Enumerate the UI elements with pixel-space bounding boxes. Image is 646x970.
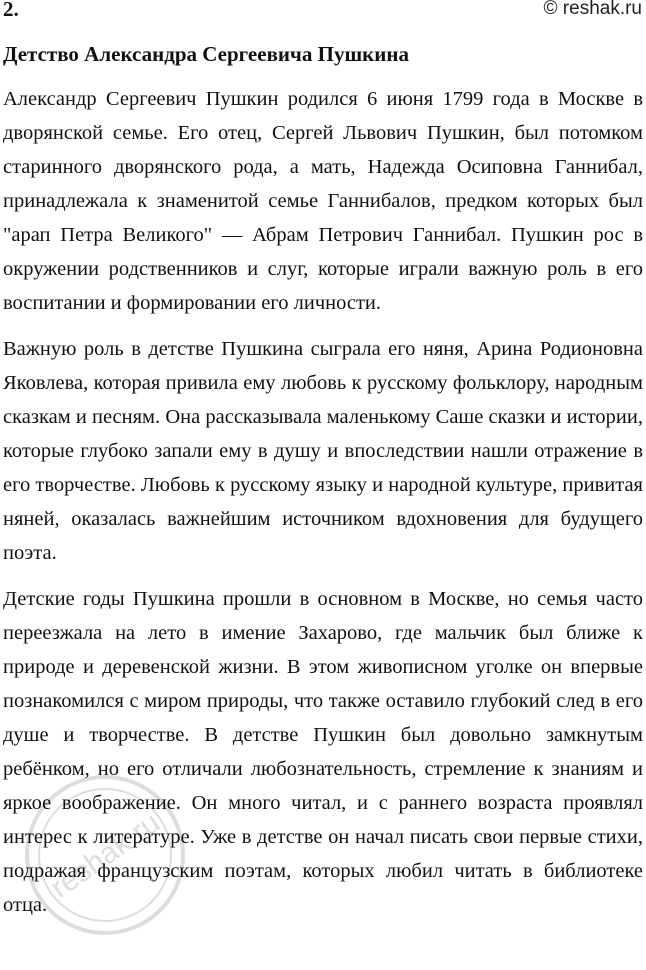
stamp-text: reshak.ru <box>44 806 166 905</box>
source-watermark: © reshak.ru <box>543 0 642 19</box>
task-number: 2. <box>3 0 19 21</box>
document-title: Детство Александра Сергеевича Пушкина <box>3 42 409 66</box>
paragraph-1: Александр Сергеевич Пушкин родился 6 июня 1799 года в Москве в дворянской семье. Его отец, Сергей Львович Пушкин, был потомком старинного дворянского рода, а мать, Надежда Осиповна Ганнибал, принадлежала к знаменитой семье Ганнибалов, предком которых был "арап Петра Великого" — Абрам Петрович Ганнибал. Пушкин рос в окружении родственников и слуг, которые играли важную роль в его воспитании и формировании его личности. <box>3 88 643 314</box>
document-body <box>3 82 643 934</box>
page-header <box>3 0 642 20</box>
paragraph-2: Важную роль в детстве Пушкина сыграла его няня, Арина Родионовна Яковлева, которая привила ему любовь к русскому фольклору, народным сказкам и песням. Она рассказывала маленькому Саше сказки и истории, которые глубоко запали ему в душу и впоследствии нашли отражение в его творчестве. Любовь к русскому языку и народной культуре, привитая няней, оказалась важнейшим источником вдохновения для будущего поэта. <box>3 338 643 564</box>
paragraph-3: Детские годы Пушкина прошли в основном в Москве, но семья часто переезжала на лето в имение Захарово, где мальчик был ближе к природе и деревенской жизни. В этом живописном уголке он впервые познакомился с миром природы, что также оставило глубокий след в его душе и творчестве. В детстве Пушкин был довольно замкнутым ребёнком, но его отличали любознательность, стремление к знаниям и яркое воображение. Он много читал, и с раннего возраста проявлял интерес к литературе. Уже в детстве он начал писать свои первые стихи, подражая французским поэтам, которых любил читать в библиотеке отца. <box>3 588 643 916</box>
